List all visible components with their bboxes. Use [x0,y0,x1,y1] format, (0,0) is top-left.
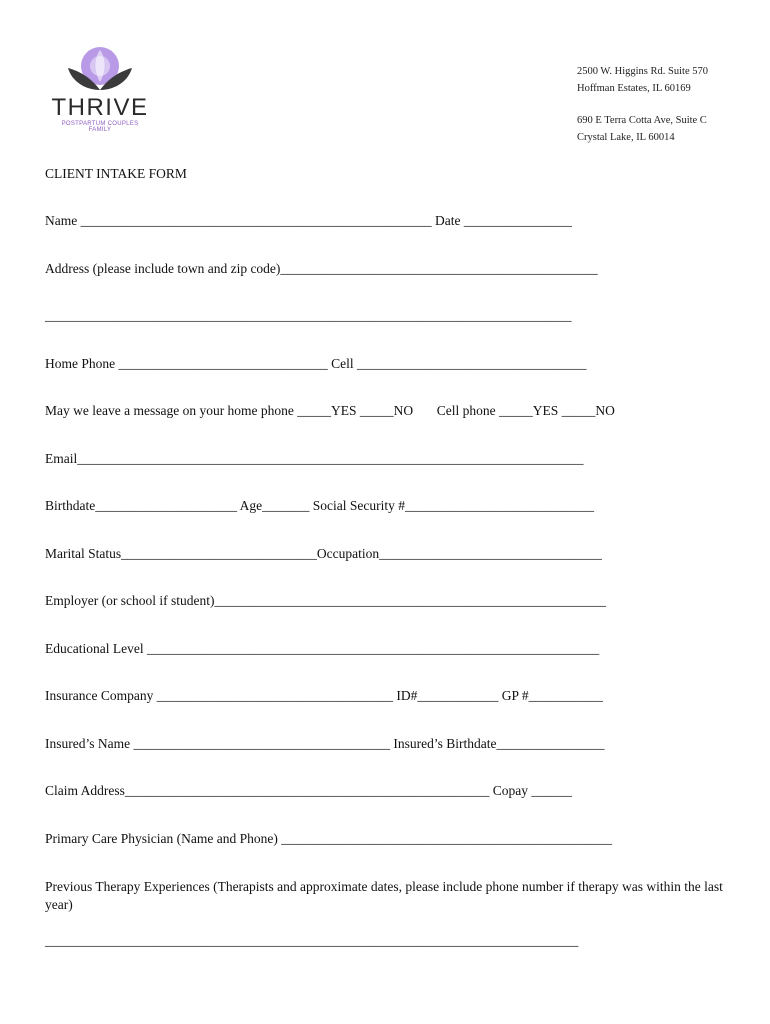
phone-fields[interactable]: Home Phone _______________________________ Cell __________________________________ [45,356,587,371]
address-line: 690 E Terra Cotta Ave, Suite C [577,115,707,126]
claim-copay-field[interactable]: Claim Address______________________________________________________ Copay ______ [45,783,572,798]
brand-tagline: POSTPARTUM COUPLES FAMILY [61,121,139,133]
name-date-field[interactable]: Name ____________________________________________________ Date ________________ [45,213,572,228]
address-continued-field[interactable]: ______________________________________________________________________________ [45,308,572,323]
employer-field[interactable]: Employer (or school if student)__________________________________________________________ [45,593,606,608]
thrive-logo [50,44,150,134]
address-block-1 [577,63,708,97]
insured-field[interactable]: Insured’s Name ______________________________________ Insured’s Birthdate________________ [45,736,605,751]
marital-occupation-field[interactable]: Marital Status_____________________________Occupation_________________________________ [45,546,602,561]
email-field[interactable]: Email___________________________________________________________________________ [45,451,584,466]
physician-field[interactable]: Primary Care Physician (Name and Phone) _________________________________________________ [45,831,612,846]
birthdate-age-ssn-field[interactable]: Birthdate_____________________ Age_______ Social Security #____________________________ [45,498,594,513]
message-permission-field[interactable]: May we leave a message on your home phone _____YES _____NO Cell phone _____YES _____NO [45,403,615,418]
therapy-experiences-field[interactable]: _______________________________________________________________________________ [45,933,579,948]
education-field[interactable]: Educational Level ___________________________________________________________________ [45,641,600,656]
form-title: CLIENT INTAKE FORM [45,166,187,181]
insurance-field[interactable]: Insurance Company ___________________________________ ID#____________ GP #___________ [45,688,603,703]
address-line: Hoffman Estates, IL 60169 [577,83,691,94]
address-block-2 [577,112,707,146]
address-field[interactable]: Address (please include town and zip code)_______________________________________________ [45,261,598,276]
therapy-experiences-label: Previous Therapy Experiences (Therapists and approximate dates, please include phone number if therapy was within the last year) [45,879,723,912]
lotus-logo-icon [64,44,136,94]
brand-name: THRIVE [51,94,149,121]
address-line: 2500 W. Higgins Rd. Suite 570 [577,66,708,77]
address-line: Crystal Lake, IL 60014 [577,132,675,143]
